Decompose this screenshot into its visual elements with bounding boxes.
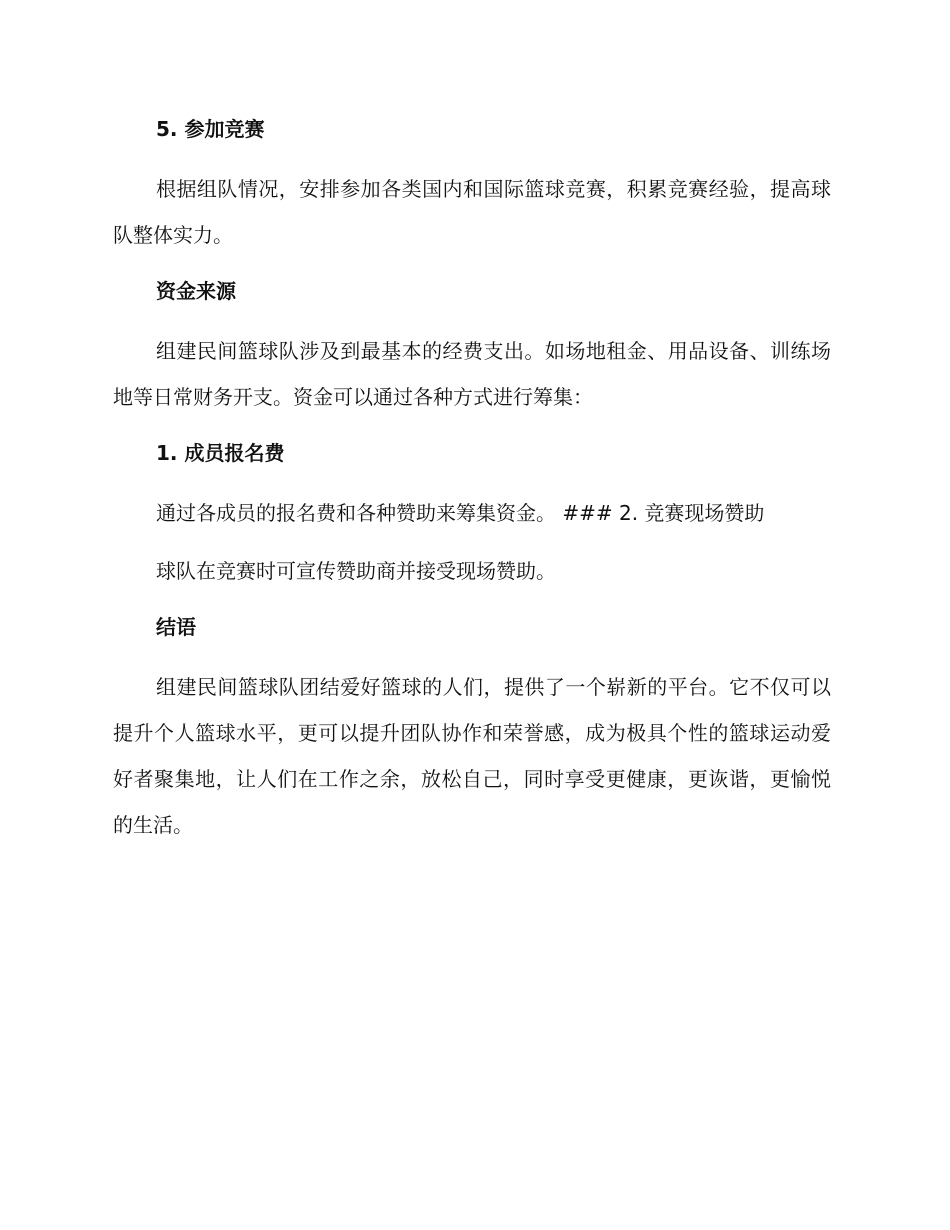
paragraph-funding: 组建民间篮球队涉及到最基本的经费支出。如场地租金、用品设备、训练场地等日常财务开支。资金可以通过各种方式进行筹集：: [113, 339, 831, 409]
paragraph-onsite-sponsorship: 球队在竞赛时可宣传赞助商并接受现场赞助。: [156, 559, 556, 583]
paragraph-conclusion: 组建民间篮球队团结爱好篮球的人们，提供了一个崭新的平台。它不仅可以提升个人篮球水平，更可以提升团队协作和荣誉感，成为极具个性的篮球运动爱好者聚集地，让人们在工作之余，放松自己，同时享受更健康，更诙谐，更愉悦的生活。: [113, 675, 831, 837]
section-heading-conclusion: 结语: [156, 615, 196, 639]
section-heading-funding: 资金来源: [156, 279, 236, 303]
paragraph-registration-fee: 通过各成员的报名费和各种赞助来筹集资金。 ### 2. 竞赛现场赞助: [156, 501, 765, 525]
section-heading-registration-fee: 1. 成员报名费: [156, 441, 285, 465]
document-body: [113, 112, 831, 848]
section-heading-compete: 5. 参加竞赛: [156, 117, 265, 141]
paragraph-compete: 根据组队情况，安排参加各类国内和国际篮球竞赛，积累竞赛经验，提高球队整体实力。: [113, 177, 831, 247]
